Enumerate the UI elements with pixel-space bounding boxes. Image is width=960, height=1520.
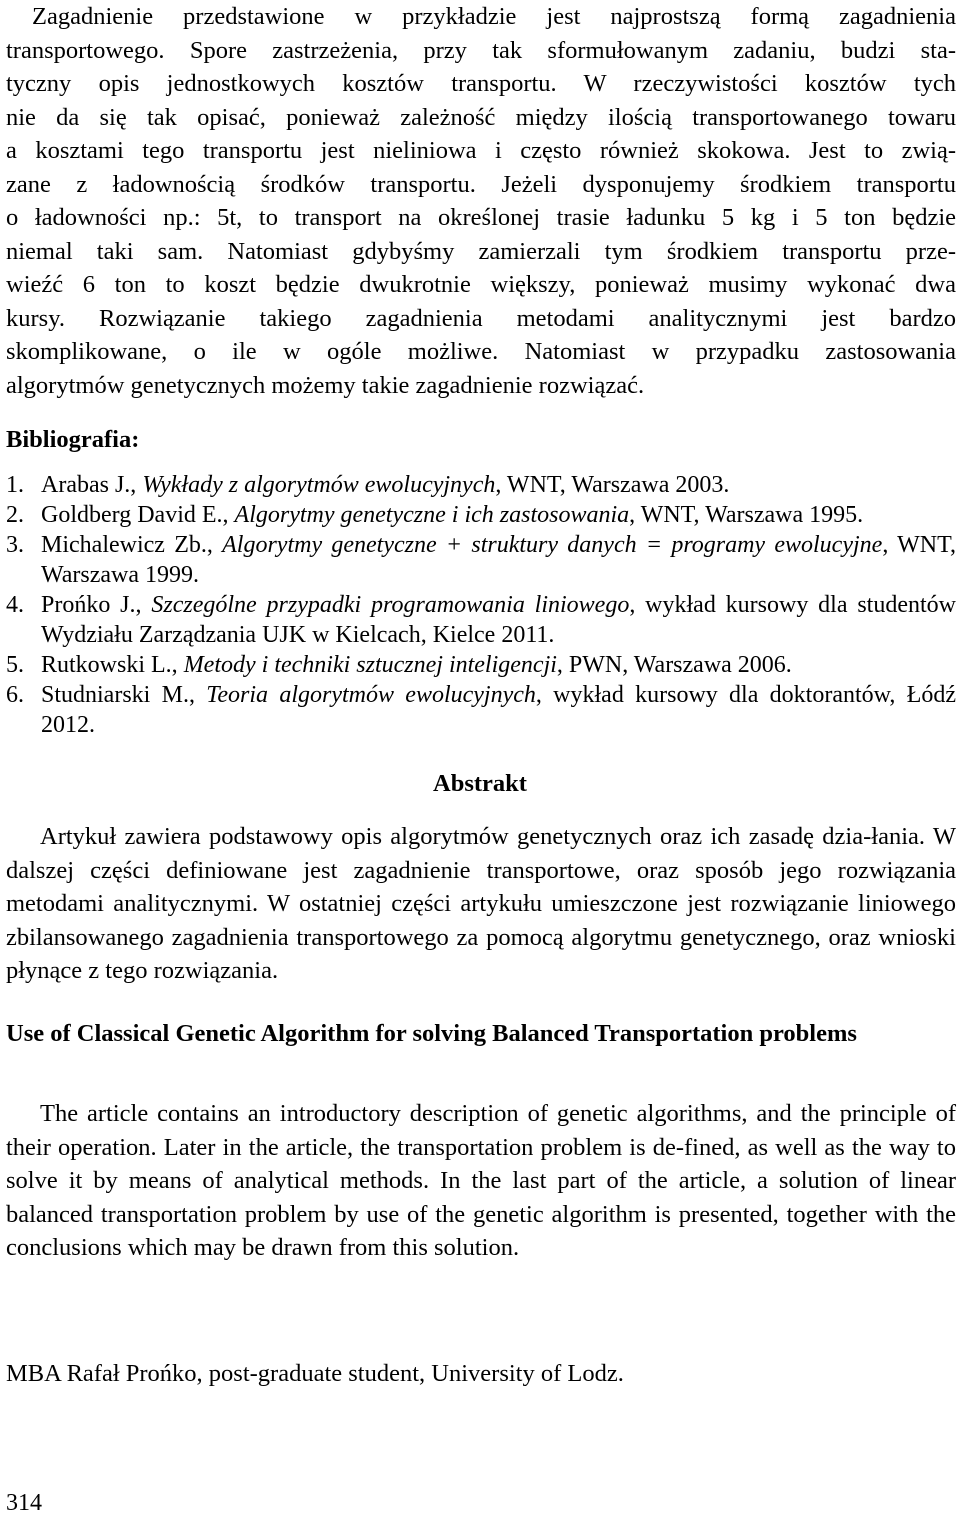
text-line: tyczny opis jednostkowych kosztów transportu. W rzeczywistości kosztów tych <box>6 70 956 97</box>
bibliography-item <box>6 650 956 680</box>
ref-author: Rutkowski L., <box>41 652 178 678</box>
item-number: 6. <box>6 682 24 708</box>
ref-title: Algorytmy genetyczne i ich zastosowania <box>234 502 630 528</box>
bibliography-item <box>6 530 956 590</box>
item-number: 3. <box>6 532 24 558</box>
item-number: 5. <box>6 652 24 678</box>
bibliography-heading: Bibliografia: <box>6 426 140 453</box>
ref-details: , WNT, Warszawa 1995. <box>629 502 864 528</box>
abstract-heading: Abstrakt <box>433 770 527 797</box>
text-line: kursy. Rozwiązanie takiego zagadnienia metodami analitycznymi jest bardzo <box>6 304 956 332</box>
text-line: transportowego. Spore zastrzeżenia, przy tak sformułowanym zadaniu, budzi sta- <box>6 36 956 64</box>
ref-title: Wykłady z algorytmów ewolucyjnych <box>142 472 496 498</box>
text-line: nie da się tak opisać, ponieważ zależność między ilością transportowanego towaru <box>6 103 956 131</box>
ref-author: Prońko J., <box>41 592 142 618</box>
text-line: o ładowności np.: 5t, to transport na określonej trasie ładunku 5 kg i 5 ton będzie <box>6 204 956 231</box>
item-number: 1. <box>6 472 24 498</box>
text-line: zane z ładownością środków transportu. Jeżeli dysponujemy środkiem transportu <box>6 170 956 198</box>
intro-paragraph <box>6 0 956 402</box>
bibliography-item <box>6 590 956 650</box>
ref-details: , WNT, Warszawa 2003. <box>495 472 730 498</box>
text-line: niemal taki sam. Natomiast gdybyśmy zamierzali tym środkiem transportu prze- <box>6 237 956 265</box>
text-line: skomplikowane, o ile w ogóle możliwe. Natomiast w przypadku zastosowania <box>6 338 956 365</box>
ref-details: , wykład kursowy dla studentów Wydziału Zarządzania UJK w Kielcach, Kielce 2011. <box>41 592 956 648</box>
ref-details: , wykład kursowy dla doktorantów, Łódź 2012. <box>41 682 956 738</box>
page-number: 314 <box>6 1490 42 1516</box>
text-line: wieźć 6 ton to koszt będzie dwukrotnie większy, ponieważ musimy wykonać dwa <box>6 271 956 298</box>
author-affiliation: MBA Rafał Prońko, post-graduate student, University of Lodz. <box>6 1360 624 1387</box>
ref-title: Teoria algorytmów ewolucyjnych <box>206 682 536 708</box>
bibliography-list <box>6 470 956 740</box>
text-line: Zagadnienie przedstawione w przykładzie jest najprostszą formą zagadnienia <box>32 3 956 30</box>
text-line: algorytmów genetycznych możemy takie zagadnienie rozwiązać. <box>6 371 645 399</box>
ref-author: Goldberg David E., <box>41 502 229 528</box>
ref-author: Michalewicz Zb., <box>41 532 213 558</box>
ref-author: Studniarski M., <box>41 682 195 708</box>
ref-details: , PWN, Warszawa 2006. <box>556 652 792 678</box>
ref-author: Arabas J., <box>41 472 137 498</box>
ref-title: Metody i techniki sztucznej inteligencji <box>183 652 557 678</box>
item-number: 2. <box>6 502 24 528</box>
bibliography-item <box>6 680 956 740</box>
english-title: Use of Classical Genetic Algorithm for solving Balanced Transportation problems <box>6 1020 857 1047</box>
ref-title: Algorytmy genetyczne + struktury danych = programy ewolucyjne <box>222 532 883 558</box>
ref-title: Szczególne przypadki programowania liniowego <box>151 592 630 618</box>
item-number: 4. <box>6 592 24 618</box>
bibliography-item <box>6 470 956 500</box>
bibliography-item <box>6 500 956 530</box>
abstract-text: Artykuł zawiera podstawowy opis algorytmów genetycznych oraz ich zasadę dzia-łania. W dalszej części definiowane jest zagadnienie transportowe, oraz sposób jego rozwiązania metodami analitycznymi. W ostatniej części artykułu umieszczone jest rozwiązanie liniowego zbilansowanego zagadnienia transportowego za pomocą algorytmu genetycznego, oraz wnioski płynące z tego rozwiązania. <box>6 823 956 984</box>
text-line: a kosztami tego transportu jest nieliniowa i często również skokowa. Jest to zwią- <box>6 137 956 164</box>
ref-details: , WNT, Warszawa 1999. <box>41 532 957 588</box>
english-abstract-text: The article contains an introductory description of genetic algorithms, and the principle of their operation. Later in the article, the transportation problem is de-fined, as well as the way to solve it by means of analytical methods. In the last part of the article, a solution of linear balanced transportation problem by use of the genetic algorithm is presented, together with the conclusions which may be drawn from this solution. <box>6 1100 956 1261</box>
